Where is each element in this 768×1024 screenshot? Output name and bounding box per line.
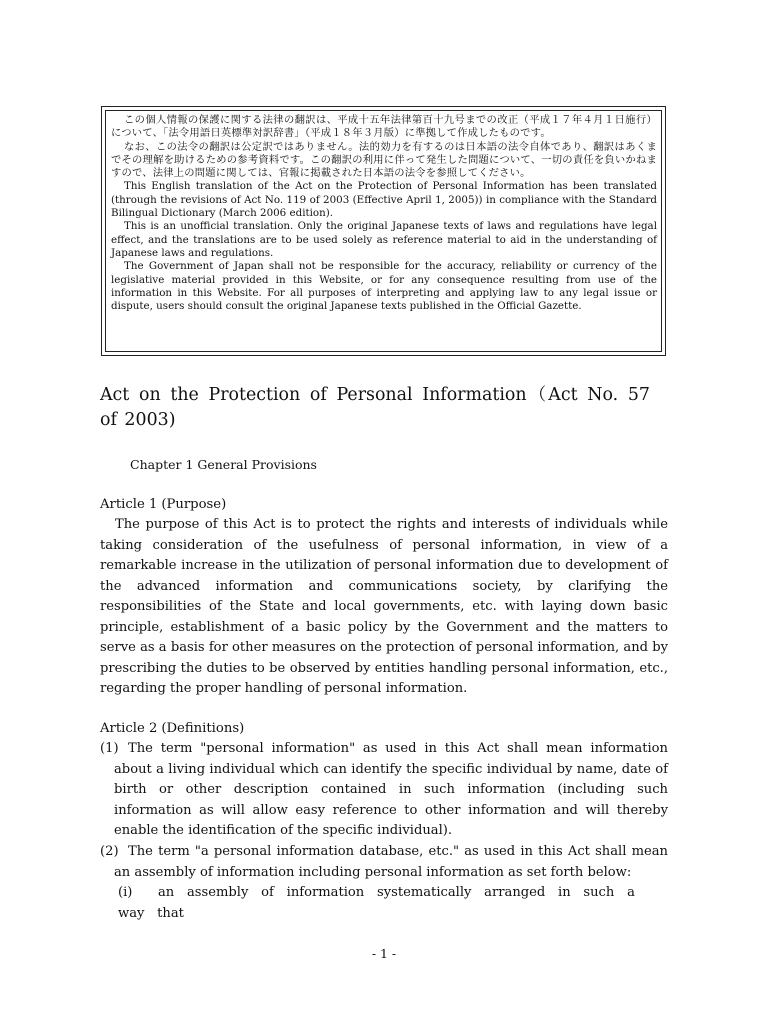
paragraph-2-text: The term "a personal information database, etc." as used in this Act shall mean an assembly of information including personal information as set forth below: (114, 844, 668, 880)
article-2-label: Article 2 (100, 721, 158, 736)
item-1-number: (i) (118, 885, 133, 900)
translation-notice-box (101, 106, 666, 356)
notice-en-paragraph-3: The Government of Japan shall not be responsible for the accuracy, reliability or currency of the legislative material provided in this Website, or for any consequence resulting from use of the information in this Website. For all purposes of interpreting and applying law to any legal issue or dispute, users should consult the original Japanese texts published in the Official Gazette. (111, 260, 657, 313)
article-2-paragraph-2 (100, 842, 668, 883)
article-1-text: The purpose of this Act is to protect the rights and interests of individuals while taking consideration of the usefulness of personal information, in view of a remarkable increase in the utilization of personal information due to development of the advanced information and communications society, by clarifying the responsibilities of the State and local governments, etc. with laying down basic principle, establishment of a basic policy by the Government and the matters to serve as a basis for other measures on the protection of personal information, and by prescribing the duties to be observed by entities handling personal information, etc., regarding the proper handling of personal information. (100, 517, 668, 696)
notice-jp-paragraph-2: なお、この法令の翻訳は公定訳ではありません。法的効力を有するのは日本語の法令自体であり、翻訳はあくまでその理解を助けるための参考資料です。この翻訳の利用に伴って発生した問題について、一切の責任を負いかねますので、法律上の問題に関しては、官報に掲載された日本語の法令を参照してください。 (111, 140, 657, 180)
paragraph-2-number: (2) (100, 844, 119, 859)
article-1-heading (100, 496, 226, 514)
page-number: - 1 - (371, 946, 397, 961)
paragraph-1-number: (1) (100, 741, 119, 756)
article-1-title: (Purpose) (161, 497, 227, 512)
notice-en-paragraph-2: This is an unofficial translation. Only the original Japanese texts of laws and regulations have legal effect, and the translations are to be used solely as reference material to aid in the understanding of Japanese laws and regulations. (111, 220, 657, 259)
article-2-title: (Definitions) (161, 721, 245, 736)
document-title: Act on the Protection of Personal Information（Act No. 57 of 2003) (100, 385, 650, 430)
notice-jp-paragraph-1: この個人情報の保護に関する法律の翻訳は、平成十五年法律第百十九号までの改正（平成１７年４月１日施行）について、「法令用語日英標準対訳辞書」（平成１８年３月版）に準拠して作成したものです。 (111, 114, 657, 140)
notice-en-paragraph-1: This English translation of the Act on the Protection of Personal Information has been translated (through the revisions of Act No. 119 of 2003 (Effective April 1, 2005)) in compliance with the Standard Bilingual Dictionary (March 2006 edition). (111, 180, 657, 220)
article-2-paragraph-1 (100, 739, 668, 842)
chapter-heading: Chapter 1 General Provisions (130, 457, 317, 472)
paragraph-1-text: The term "personal information" as used in this Act shall mean information about a living individual which can identify the specific individual by name, date of birth or other description contained in such information (including such information as will allow easy reference to other information and will thereby enable the identification of the specific individual). (114, 741, 668, 838)
translation-notice-inner (105, 110, 662, 352)
item-1-text: an assembly of information systematically arranged in such a way that (118, 885, 635, 921)
article-2-heading (100, 720, 244, 738)
article-2-item-1 (118, 883, 668, 924)
article-1-label: Article 1 (100, 497, 158, 512)
